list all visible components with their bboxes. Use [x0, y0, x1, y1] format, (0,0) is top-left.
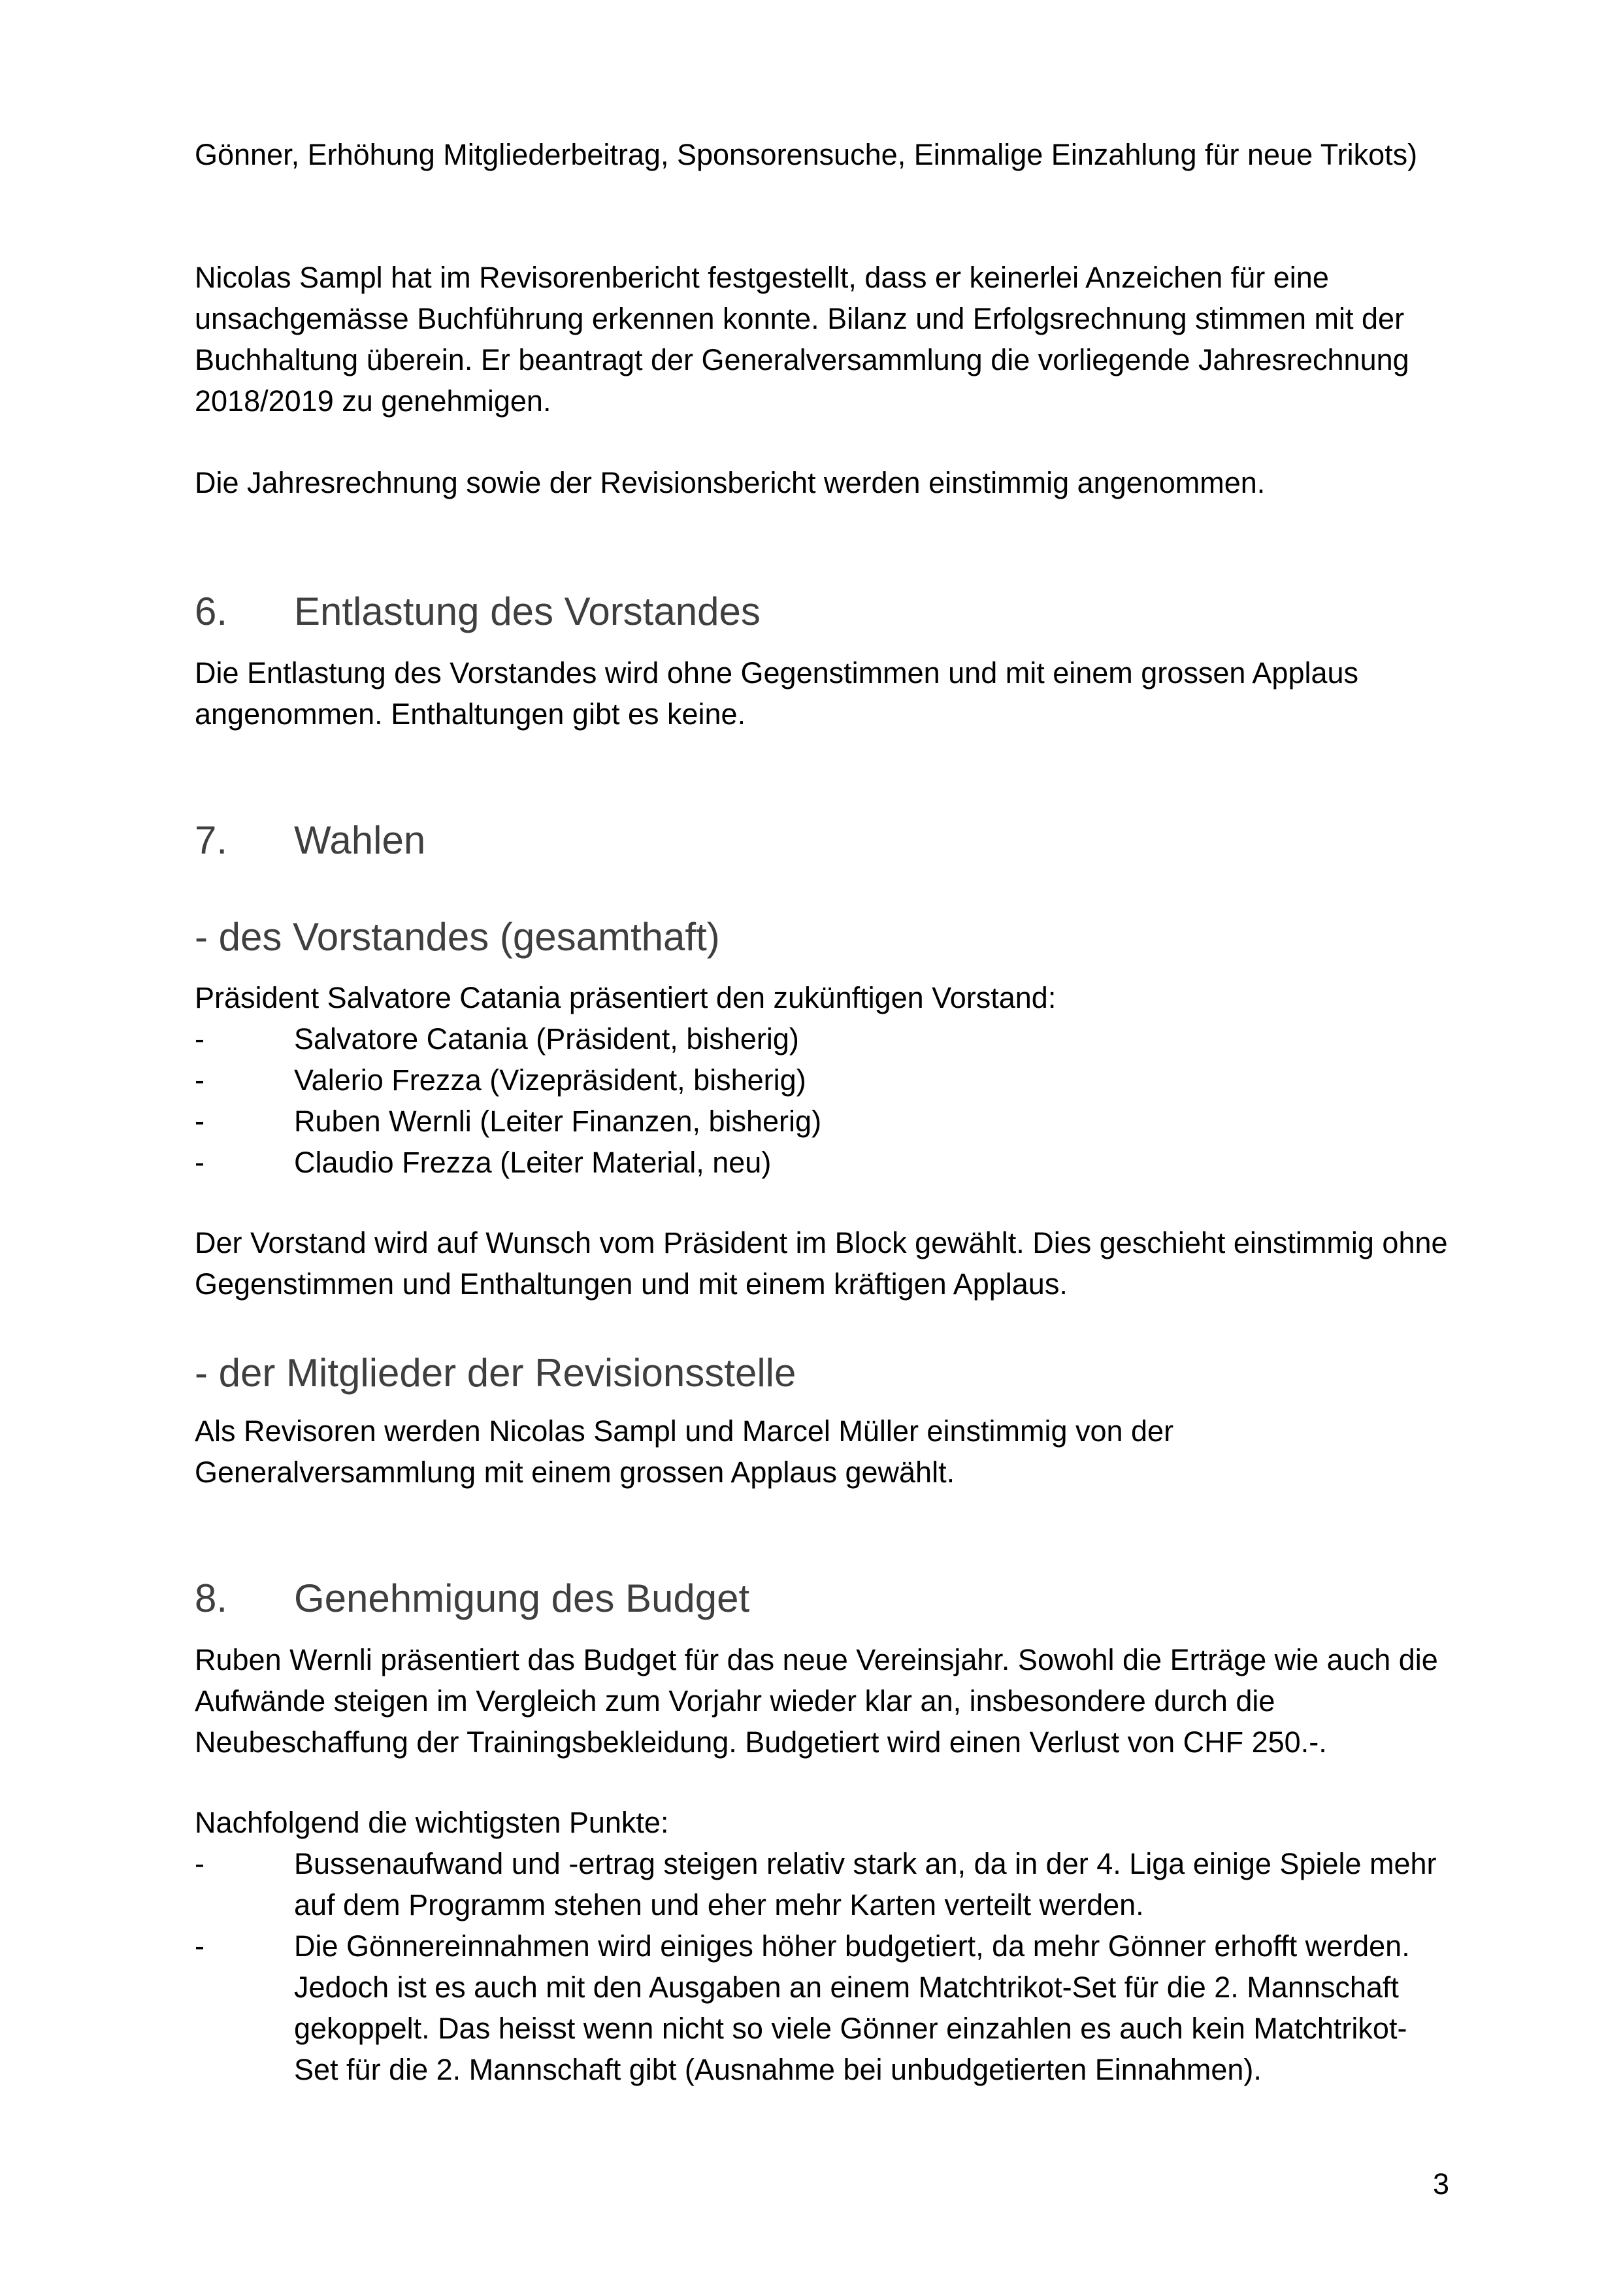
list-item: - Salvatore Catania (Präsident, bisherig) [195, 1018, 1449, 1059]
vorstand-result-paragraph: Der Vorstand wird auf Wunsch vom Präsident im Block gewählt. Dies geschieht einstimmig ohne Gegenstimmen und Enthaltungen und mit einem kräftigen Applaus. [195, 1226, 1448, 1301]
budget-points-list [195, 1843, 1449, 2090]
subsection-revisionsstelle-heading: - der Mitglieder der Revisionsstelle [195, 1351, 796, 1395]
section-7-heading [195, 817, 1449, 864]
section-6-text: Die Entlastung des Vorstandes wird ohne Gegenstimmen und mit einem grossen Applaus angenommen. Enthaltungen gibt es keine. [195, 656, 1359, 731]
list-item: - Valerio Frezza (Vizepräsident, bisherig) [195, 1059, 1449, 1101]
intro-continuation: Gönner, Erhöhung Mitgliederbeitrag, Sponsorensuche, Einmalige Einzahlung für neue Trikots) [195, 138, 1418, 171]
section-8-text: Ruben Wernli präsentiert das Budget für das neue Vereinsjahr. Sowohl die Erträge wie auch die Aufwände steigen im Vergleich zum Vorjahr wieder klar an, insbesondere durch die Neubeschaffung der Trainingsbekleidung. Budgetiert wird einen Verlust von CHF 250.-. [195, 1643, 1438, 1759]
vorstand-intro: Präsident Salvatore Catania präsentiert den zukünftigen Vorstand: [195, 981, 1057, 1014]
section-8-number: 8. [195, 1576, 228, 1620]
subsection-vorstand-heading: - des Vorstandes (gesamthaft) [195, 915, 720, 959]
list-item: - Die Gönnereinnahmen wird einiges höher budgetiert, da mehr Gönner erhofft werden. Jedoch ist es auch mit den Ausgaben an einem Matchtrikot-Set für die 2. Mannschaft gekoppelt. Das heisst wenn nicht so viele Gönner einzahlen es auch kein Matchtrikot-Set für die 2. Mannschaft gibt (Ausnahme bei unbudgetierten Einnahmen). [195, 1925, 1449, 2090]
list-item: - Bussenaufwand und -ertrag steigen relativ stark an, da in der 4. Liga einige Spiele mehr auf dem Programm stehen und eher mehr Karten verteilt werden. [195, 1843, 1449, 1925]
list-dash: - [195, 1929, 205, 1963]
list-item: - Ruben Wernli (Leiter Finanzen, bisherig) [195, 1101, 1449, 1142]
budget-points-intro: Nachfolgend die wichtigsten Punkte: [195, 1806, 669, 1839]
section-6-heading [195, 588, 1449, 635]
vorstand-member-list [195, 1018, 1449, 1183]
section-8-heading [195, 1575, 1449, 1622]
section-7-number: 7. [195, 818, 228, 862]
list-dash: - [195, 1146, 205, 1179]
list-item: - Claudio Frezza (Leiter Material, neu) [195, 1142, 1449, 1183]
section-7-title: Wahlen [294, 818, 426, 862]
list-dash: - [195, 1063, 205, 1097]
section-6-title: Entlastung des Vorstandes [294, 590, 761, 633]
revisionsstelle-text: Als Revisoren werden Nicolas Sampl und Marcel Müller einstimmig von der Generalversammlung mit einem grossen Applaus gewählt. [195, 1414, 1174, 1489]
list-dash: - [195, 1022, 205, 1056]
list-dash: - [195, 1105, 205, 1138]
section-6-number: 6. [195, 590, 228, 633]
revisor-report-paragraph: Nicolas Sampl hat im Revisorenbericht festgestellt, dass er keinerlei Anzeichen für eine unsachgemässe Buchführung erkennen konnte. Bilanz und Erfolgsrechnung stimmen mit der Buchhaltung überein. Er beantragt der Generalversammlung die vorliegende Jahresrechnung 2018/2019 zu genehmigen. [195, 261, 1409, 418]
section-8-title: Genehmigung des Budget [294, 1576, 750, 1620]
page-number: 3 [1432, 2167, 1449, 2201]
acceptance-paragraph: Die Jahresrechnung sowie der Revisionsbericht werden einstimmig angenommen. [195, 466, 1266, 499]
list-dash: - [195, 1847, 205, 1880]
